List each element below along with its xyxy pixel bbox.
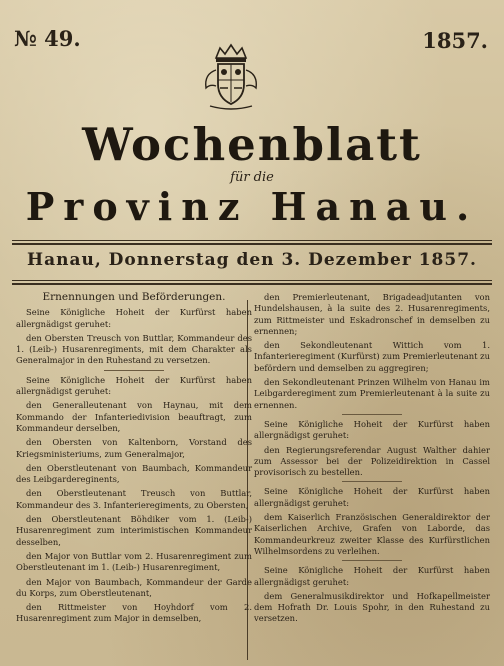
dateline-rule <box>12 280 492 281</box>
paragraph-separator <box>342 414 402 415</box>
newspaper-subtitle: Provinz Hanau. <box>25 184 479 229</box>
article-paragraph: Seine Königliche Hoheit der Kurfürst haben allergnädigst geruhet: <box>254 486 490 508</box>
paragraph-separator <box>342 560 402 561</box>
masthead-rule <box>12 240 492 241</box>
article-paragraph: Seine Königliche Hoheit der Kurfürst haben allergnädigst geruhet: <box>16 307 252 329</box>
issue-year: 1857. <box>422 28 488 53</box>
article-paragraph: den Sekondleutenant Wittich vom 1. Infanterieregiment (Kurfürst) zum Premierleutenant zu befördern und demselben zu aggregiren; <box>254 340 490 373</box>
article-paragraph: den Sekondleutenant Prinzen Wilhelm von Hanau im Leibgarderegiment zum Premierleutenant à la suite zu ernennen. <box>254 377 490 410</box>
dateline: Hanau, Donnerstag den 3. Dezember 1857. <box>27 250 477 270</box>
issue-number: № 49. <box>14 26 81 51</box>
dateline-rule <box>12 283 492 285</box>
section-heading: Ernennungen und Beförderungen. <box>42 291 226 303</box>
left-column <box>16 292 252 628</box>
article-paragraph: den Oberstleutenant Böhdiker vom 1. (Leib-) Husarenregiment zum interimistischen Kommandeur desselben, <box>16 514 252 547</box>
coat-of-arms-icon <box>196 40 266 114</box>
article-paragraph: den Oberstleutenant von Baumbach, Kommandeur des Leibgardereginents, <box>16 462 252 485</box>
paragraph-separator <box>104 370 164 371</box>
article-paragraph: den Rittmeister von Hoyhdorf vom 2. Husarenregiment zum Major in demselben, <box>16 602 252 624</box>
paragraph-separator <box>342 481 402 482</box>
article-paragraph: Seine Königliche Hoheit der Kurfürst haben allergnädigst geruhet: <box>254 565 490 587</box>
article-paragraph: den Major von Buttlar vom 2. Husarenregiment zum Oberstleutenant im 1. (Leib-) Husarenregiment, <box>16 550 252 573</box>
article-paragraph: den Generalleutenant von Haynau, mit dem Kommando der Infanteriedivision beauftragt, zum Kommandeur derselben, <box>16 400 252 433</box>
newspaper-title: Wochenblatt <box>82 118 422 171</box>
article-paragraph: den Obersten von Kaltenborn, Vorstand des Kriegsministeriums, zum Generalmajor, <box>16 437 252 459</box>
article-paragraph: dem Kaiserlich Französischen Generaldirektor der Kaiserlichen Archive, Grafen von Laborde, das Kommandeurkreuz zweiter Klasse des Kurfürstlichen Wilhelmsordens zu verleihen. <box>254 512 490 556</box>
article-paragraph: Seine Königliche Hoheit der Kurfürst haben allergnädigst geruhet: <box>16 374 252 397</box>
article-paragraph: dem Generalmusikdirektor und Hofkapellmeister dem Hofrath Dr. Louis Spohr, in den Ruhestand zu versetzen. <box>254 590 490 624</box>
article-paragraph: den Regierungsreferendar August Walther dahier zum Assessor bei der Polizeidirektion in Cassel provisorisch zu bestellen. <box>254 444 490 478</box>
article-paragraph: den Premierleutenant, Brigadeadjutanten von Hundelshausen, à la suite des 2. Husarenregiments, zum Rittmeister und Eskadronschef in demselben zu ernennen; <box>254 292 490 336</box>
article-paragraph: den Major von Baumbach, Kommandeur der Garde du Korps, zum Oberstleutenant, <box>16 576 252 598</box>
masthead-rule <box>12 243 492 245</box>
article-paragraph: den Oberstleutenant Treusch von Buttlar, Kommandeur des 3. Infanterieregiments, zu Obersten, <box>16 488 252 510</box>
title-connector: für die <box>230 170 274 185</box>
right-column <box>254 292 490 628</box>
article-paragraph: Seine Königliche Hoheit der Kurfürst haben allergnädigst geruhet: <box>254 418 490 441</box>
article-paragraph: den Obersten Treusch von Buttlar, Kommandeur des 1. (Leib-) Husarenregiments, mit dem Charakter als Generalmajor in den Ruhestand zu versetzen. <box>16 332 252 366</box>
